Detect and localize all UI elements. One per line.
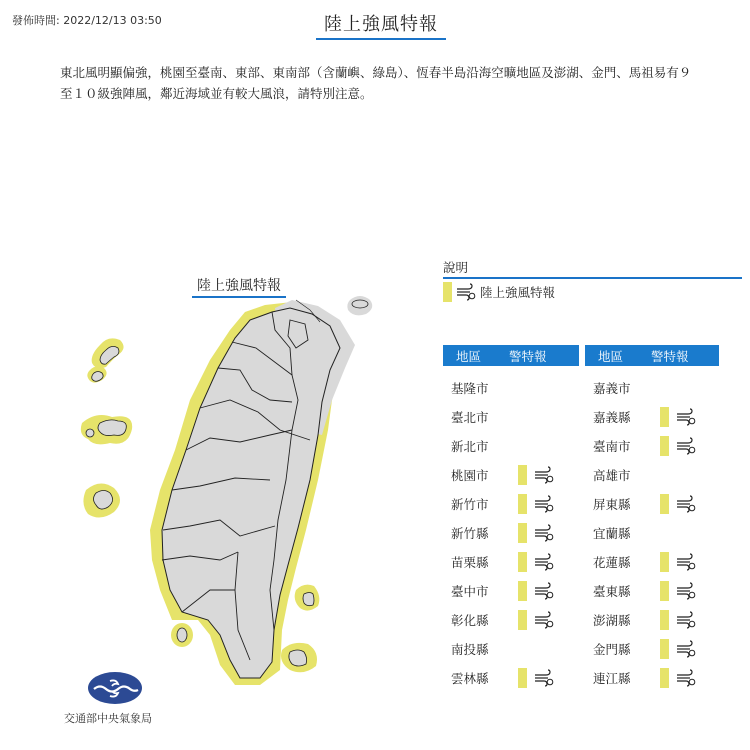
region-name: 臺中市 — [451, 583, 489, 599]
table-row — [443, 518, 579, 547]
strong-wind-icon — [676, 437, 696, 455]
region-name: 連江縣 — [593, 670, 631, 686]
alert-color-swatch — [443, 282, 452, 302]
region-name: 臺南市 — [593, 438, 631, 454]
table-row — [585, 402, 719, 431]
strong-wind-icon — [534, 495, 554, 513]
alert-color-swatch — [660, 436, 669, 456]
column-alert: 警特報 — [509, 348, 547, 364]
strong-wind-icon — [534, 524, 554, 542]
map-title: 陸上強風特報 — [192, 275, 286, 298]
strong-wind-icon — [676, 669, 696, 687]
region-name: 新竹縣 — [451, 525, 489, 541]
region-name: 臺北市 — [451, 409, 489, 425]
strong-wind-icon — [534, 553, 554, 571]
legend-item-strong-wind — [443, 282, 555, 302]
table-row — [443, 663, 579, 692]
column-region: 地區 — [598, 348, 624, 364]
cwb-logo — [88, 672, 142, 704]
strong-wind-icon — [676, 553, 696, 571]
alert-indicator — [518, 523, 554, 543]
alert-indicator — [518, 494, 554, 514]
region-name: 嘉義市 — [593, 380, 631, 396]
alert-color-swatch — [660, 610, 669, 630]
region-name: 臺東縣 — [593, 583, 631, 599]
strong-wind-icon — [676, 640, 696, 658]
table-row — [585, 663, 719, 692]
strong-wind-icon — [534, 669, 554, 687]
table-header — [443, 345, 579, 366]
alert-indicator — [518, 552, 554, 572]
column-region: 地區 — [456, 348, 482, 364]
region-name: 屏東縣 — [593, 496, 631, 512]
strong-wind-icon — [534, 466, 554, 484]
alert-color-swatch — [518, 523, 527, 543]
alert-color-swatch — [518, 552, 527, 572]
table-header — [585, 345, 719, 366]
alert-indicator — [660, 668, 696, 688]
table-row — [585, 373, 719, 402]
alert-color-swatch — [518, 581, 527, 601]
table-row — [443, 634, 579, 663]
issued-time: 發佈時間: 2022/12/13 03:50 — [12, 14, 162, 27]
kinmen-islands — [81, 415, 132, 444]
region-name: 雲林縣 — [451, 670, 489, 686]
region-name: 苗栗縣 — [451, 554, 489, 570]
region-name: 嘉義縣 — [593, 409, 631, 425]
region-name: 高雄市 — [593, 467, 631, 483]
table-row — [585, 460, 719, 489]
table-row — [443, 373, 579, 402]
strong-wind-icon — [676, 611, 696, 629]
table-row — [443, 460, 579, 489]
alert-color-swatch — [660, 494, 669, 514]
column-alert: 警特報 — [651, 348, 689, 364]
alert-indicator — [660, 552, 696, 572]
alert-color-swatch — [518, 610, 527, 630]
region-name: 彰化縣 — [451, 612, 489, 628]
table-row — [585, 518, 719, 547]
legend-label: 陸上強風特報 — [480, 285, 556, 300]
alert-indicator — [660, 581, 696, 601]
table-row — [443, 489, 579, 518]
region-table-right — [585, 345, 719, 692]
alert-color-swatch — [518, 465, 527, 485]
alert-indicator — [660, 494, 696, 514]
strong-wind-icon — [676, 408, 696, 426]
matsu-islands — [87, 338, 123, 382]
region-name: 花蓮縣 — [593, 554, 631, 570]
table-row — [585, 634, 719, 663]
strong-wind-icon — [456, 283, 476, 301]
region-name: 新北市 — [451, 438, 489, 454]
alert-color-swatch — [518, 494, 527, 514]
strong-wind-icon — [534, 611, 554, 629]
region-name: 澎湖縣 — [593, 612, 631, 628]
table-row — [585, 547, 719, 576]
page-title: 陸上強風特報 — [316, 10, 446, 40]
region-name: 宜蘭縣 — [593, 525, 631, 541]
region-name: 金門縣 — [593, 641, 631, 657]
alert-color-swatch — [660, 668, 669, 688]
alert-indicator — [518, 465, 554, 485]
alert-indicator — [660, 407, 696, 427]
alert-color-swatch — [660, 639, 669, 659]
table-row — [585, 605, 719, 634]
region-table-left — [443, 345, 579, 692]
region-name: 南投縣 — [451, 641, 489, 657]
agency-name: 交通部中央氣象局 — [64, 712, 152, 725]
alert-color-swatch — [518, 668, 527, 688]
alert-indicator — [518, 668, 554, 688]
table-row — [443, 402, 579, 431]
warning-description: 東北風明顯偏強，桃園至臺南、東部、東南部（含蘭嶼、綠島）、恆春半島沿海空曠地區及澎湖、金門、馬祖易有９至１０級強陣風，鄰近海域並有較大風浪，請特別注意。 — [60, 65, 692, 101]
table-row — [443, 431, 579, 460]
strong-wind-icon — [676, 582, 696, 600]
strong-wind-icon — [676, 495, 696, 513]
table-row — [585, 576, 719, 605]
region-name: 新竹市 — [451, 496, 489, 512]
table-row — [585, 431, 719, 460]
taiwan-map — [60, 290, 400, 690]
table-row — [585, 489, 719, 518]
strong-wind-icon — [534, 582, 554, 600]
table-row — [443, 576, 579, 605]
alert-color-swatch — [660, 581, 669, 601]
legend-title: 說明 — [443, 258, 742, 279]
region-name: 基隆市 — [451, 380, 489, 396]
alert-indicator — [660, 610, 696, 630]
alert-color-swatch — [660, 407, 669, 427]
region-name: 桃園市 — [451, 467, 489, 483]
alert-indicator — [518, 581, 554, 601]
table-row — [443, 547, 579, 576]
alert-indicator — [660, 639, 696, 659]
penghu-islands — [83, 483, 120, 517]
alert-indicator — [518, 610, 554, 630]
alert-indicator — [660, 436, 696, 456]
table-row — [443, 605, 579, 634]
alert-color-swatch — [660, 552, 669, 572]
